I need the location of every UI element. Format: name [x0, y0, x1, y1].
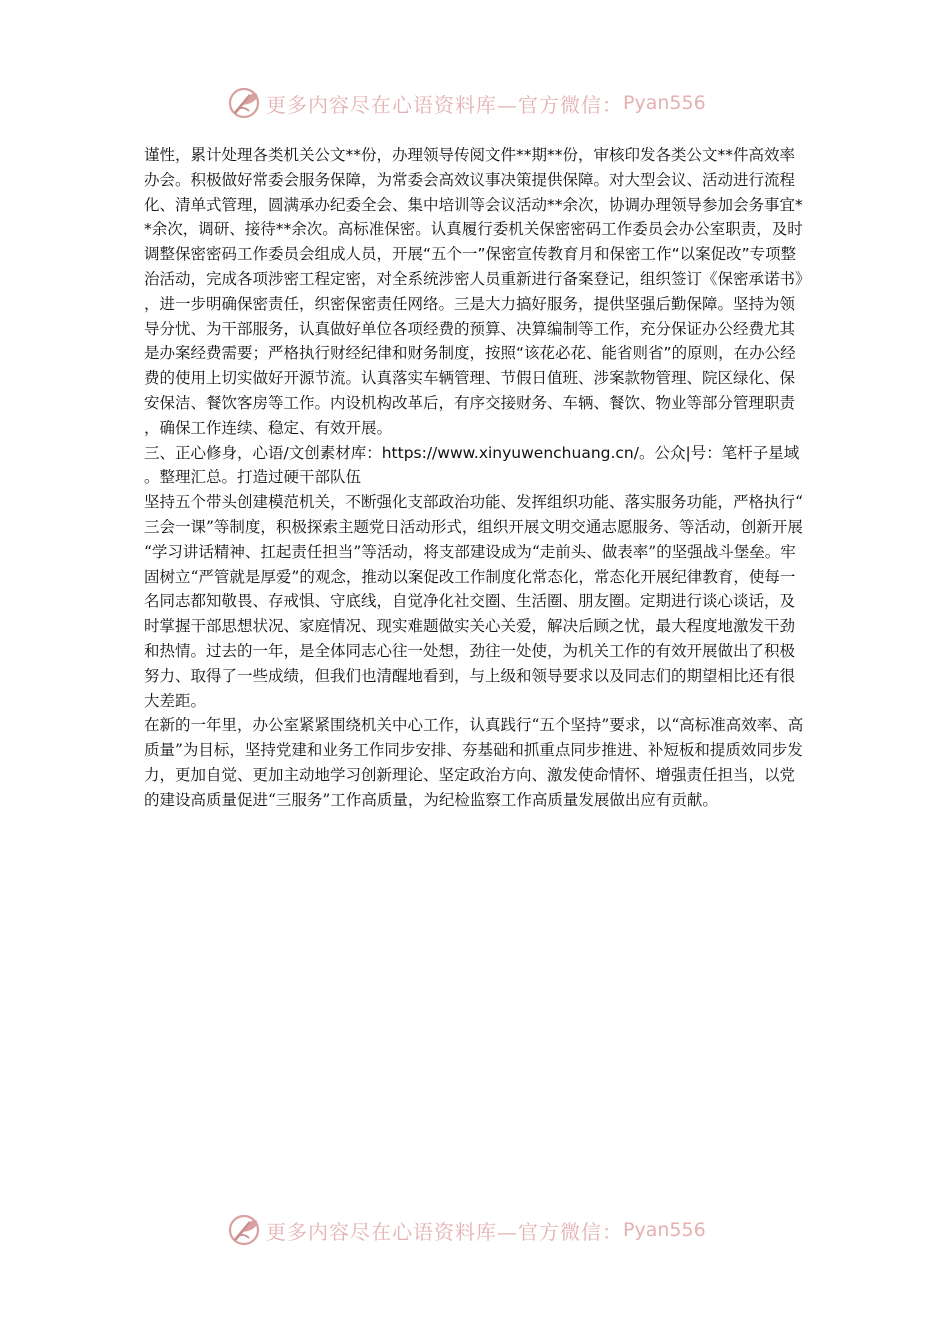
document-body [144, 143, 808, 813]
quill-logo-icon [226, 85, 262, 121]
watermark-wechat-id: Pyan556 [623, 1219, 706, 1241]
header-watermark [0, 83, 950, 123]
section-heading-three: 三、正心修身，心语/文创素材库：https://www.xinyuwenchuang.cn/。公众|号：笔杆子星域。整理汇总。打造过硬干部队伍 [144, 443, 800, 487]
paragraph-party-building: 坚持五个带头创建模范机关，不断强化支部政治功能、发挥组织功能、落实服务功能，严格执行“三会一课”等制度，积极探索主题党日活动形式，组织开展文明交通志愿服务、等活动，创新开展“学习讲话精神、扛起责任担当”等活动，将支部建设成为“走前头、做表率”的坚强战斗堡垒。牢固树立“严管就是厚爱”的观念，推动以案促改工作制度化常态化，常态化开展纪律教育，使每一名同志都知敬畏、存戒惧、守底线，自觉净化社交圈、生活圈、朋友圈。定期进行谈心谈话，及时掌握干部思想状况、家庭情况、现实难题做实关心关爱，解决后顾之忧，最大程度地激发干劲和热情。过去的一年，是全体同志心往一处想，劲往一处使，为机关工作的有效开展做出了积极努力、取得了一些成绩，但我们也清醒地看到，与上级和领导要求以及同志们的期望相比还有很大差距。 [144, 493, 803, 710]
footer-watermark [0, 1210, 950, 1250]
watermark-text: 更多内容尽在心语资料库—官方微信： [266, 92, 623, 117]
paragraph-new-year-plan: 在新的一年里，办公室紧紧围绕机关中心工作，认真践行“五个坚持”要求，以“高标准高效率、高质量”为目标，坚持党建和业务工作同步安排、夯基础和抓重点同步推进、补短板和提质效同步发力，更加自觉、更加主动地学习创新理论、坚定政治方向、激发使命情怀、增强责任担当，以党的建设高质量促进“三服务”工作高质量，为纪检监察工作高质量发展做出应有贡献。 [144, 716, 804, 809]
watermark-text: 更多内容尽在心语资料库—官方微信： [266, 1219, 623, 1244]
watermark-wechat-id: Pyan556 [623, 92, 706, 114]
quill-logo-icon [226, 1212, 262, 1248]
paragraph-service-work: 谨性，累计处理各类机关公文**份，办理领导传阅文件**期**份，审核印发各类公文**件高效率办会。积极做好常委会服务保障，为常委会高效议事决策提供保障。对大型会议、活动进行流程化、清单式管理，圆满承办纪委全会、集中培训等会议活动**余次，协调办理领导参加会务事宜**余次，调研、接待**余次。高标准保密。认真履行委机关保密密码工作委员会办公室职责，及时调整保密密码工作委员会组成人员，开展“五个一”保密宣传教育月和保密工作“以案促改”专项整治活动，完成各项涉密工程定密，对全系统涉密人员重新进行备案登记，组织签订《保密承诺书》，进一步明确保密责任，织密保密责任网络。三是大力搞好服务，提供坚强后勤保障。坚持为领导分忧、为干部服务，认真做好单位各项经费的预算、决算编制等工作，充分保证办公经费尤其是办案经费需要；严格执行财经纪律和财务制度，按照“该花必花、能省则省”的原则，在办公经费的使用上切实做好开源节流。认真落实车辆管理、节假日值班、涉案款物管理、院区绿化、保安保洁、餐饮客房等工作。内设机构改革后，有序交接财务、车辆、餐饮、物业等部分管理职责，确保工作连续、稳定、有效开展。 [144, 146, 803, 437]
